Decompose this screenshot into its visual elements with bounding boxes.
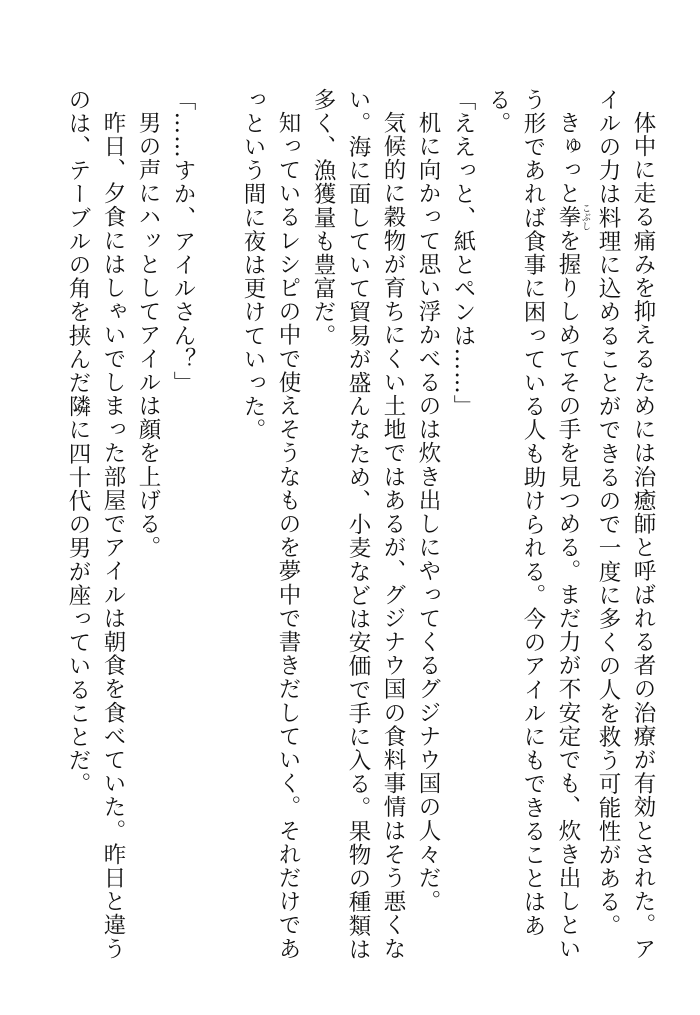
paragraph-6: 知っているレシピの中で使えそうなものを夢中で書きだしていく。それだけであっという間に夜は更けていった。 bbox=[240, 88, 301, 961]
paragraph-2-rest: を握りしめてその手を見つめる。まだ力が不安定でも、炊き出しという形であれば食事に困っている人も助けられる。今のアイルにもできることはある。 bbox=[485, 88, 581, 961]
paragraph-4: 机に向かって思い浮かべるのは炊き出しにやってくるグジナウ国の人々だ。 bbox=[415, 110, 441, 913]
paragraph-7-dialogue: 「……すか、アイルさん？」 bbox=[170, 88, 196, 395]
blank-line bbox=[200, 88, 235, 978]
ruby-reading: こぶし bbox=[580, 203, 590, 231]
paragraph-1: 体中に走る痛みを抑えるためには治癒師と呼ばれる者の治療が有効とされた。アイルの力は料理に込めることができるので一度に多くの人を救う可能性がある。 bbox=[595, 88, 656, 961]
paragraph-2-start: きゅっと bbox=[555, 110, 581, 205]
vertical-text-body bbox=[20, 88, 660, 978]
ruby-fist bbox=[555, 203, 590, 231]
paragraph-5: 気候的に穀物が育ちにくい土地ではあるが、グジナウ国の食料事情はそう悪くない。海に面していて貿易が盛んなため、小麦などは安価で手に入る。果物の種類は多く、漁獲量も豊富だ。 bbox=[310, 88, 406, 962]
paragraph-2 bbox=[480, 88, 590, 978]
paragraph-9: 昨日、夕食にはしゃいでしまった部屋でアイルは朝食を食べていた。昨日と違うのは、テーブルの角を挟んだ隣に四十代の男が座っていることだ。 bbox=[65, 88, 126, 961]
ruby-base: 拳 bbox=[555, 203, 581, 231]
paragraph-3-dialogue: 「ええっと、紙とペンは……」 bbox=[450, 88, 476, 419]
paragraph-8: 男の声にハッとしてアイルは顔を上げる。 bbox=[135, 110, 161, 559]
